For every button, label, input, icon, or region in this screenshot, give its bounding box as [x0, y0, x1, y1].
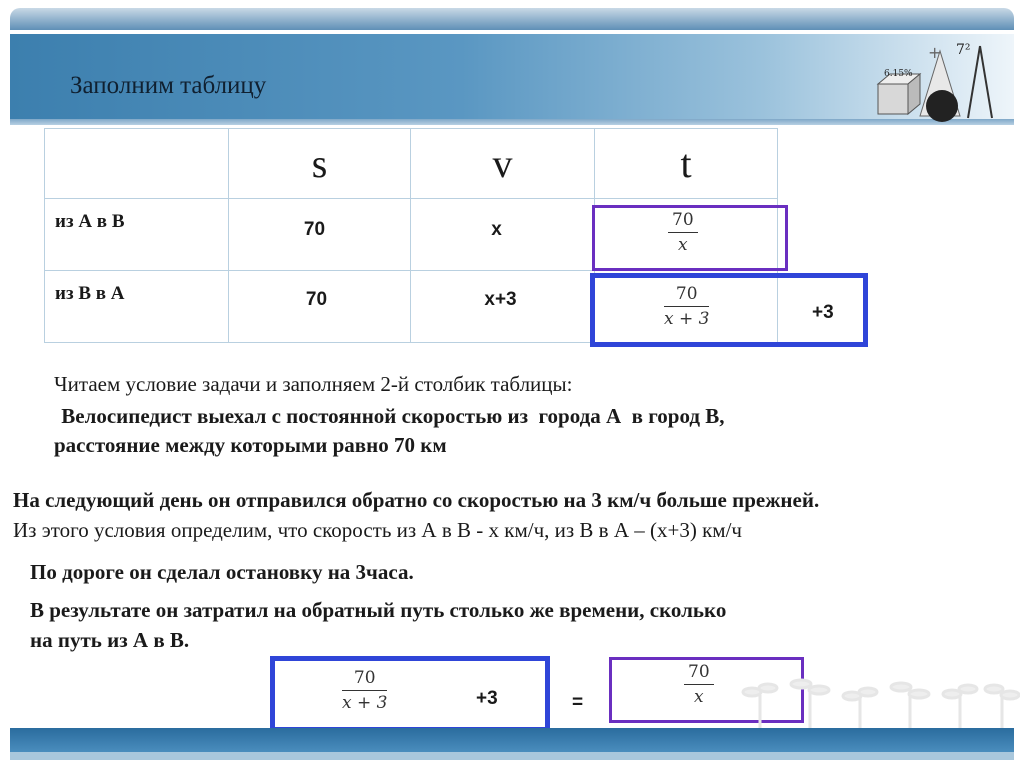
intro-line-2: Велосипедист выехал с постоянной скоростью из города А в город В, — [56, 404, 725, 428]
equals-sign: = — [572, 692, 584, 713]
time-a-to-b-denominator: x — [678, 235, 688, 255]
table-corner-cell — [45, 129, 229, 199]
header-underline — [10, 119, 1014, 125]
time-a-to-b-fraction — [668, 210, 698, 255]
cell-s-b-to-a — [229, 271, 411, 343]
time-b-to-a-numerator: 70 — [675, 284, 698, 304]
cell-v-a-to-b — [411, 199, 595, 271]
sprouts-decoration-icon — [740, 670, 1020, 730]
header-v: v — [411, 129, 595, 199]
svg-text:6.15%: 6.15% — [884, 69, 913, 79]
equation-left-denominator: x + 3 — [342, 693, 388, 713]
geometry-logo-icon — [870, 36, 1000, 126]
stop-line: По дороге он сделал остановку на 3часа. — [30, 560, 414, 584]
equation-left-box — [270, 656, 550, 732]
time-b-to-a-denominator: x + 3 — [664, 309, 710, 329]
condition-line-1: На следующий день он отправился обратно со скоростью на 3 км/ч больше прежней. — [13, 488, 820, 512]
equation-left-numerator: 70 — [353, 668, 376, 688]
cell-v-b-to-a-value: х+3 — [484, 289, 517, 310]
cell-s-a-to-b — [229, 199, 411, 271]
equation-right-fraction — [684, 662, 714, 707]
equation-right-denominator: x — [694, 687, 704, 707]
time-a-to-b-numerator: 70 — [672, 210, 694, 230]
footer-bar — [10, 728, 1014, 752]
intro-line-3: расстояние между которыми равно 70 км — [54, 433, 447, 457]
time-b-to-a-fraction — [664, 284, 709, 329]
svg-text:7²: 7² — [956, 42, 971, 58]
cell-s-b-to-a-value: 70 — [305, 289, 328, 310]
intro-line-1: Читаем условие задачи и заполняем 2-й столбик таблицы: — [54, 372, 573, 396]
result-line-1: В результате он затратил на обратный путь столько же времени, сколько — [30, 598, 727, 622]
row-label-a-to-b: из А в В — [45, 199, 229, 271]
condition-line-2: Из этого условия определим, что скорость из А в В - х км/ч, из В в А – (х+3) км/ч — [13, 518, 742, 542]
top-strip — [10, 8, 1014, 30]
header-t: t — [595, 129, 778, 199]
equation-left-fraction — [342, 668, 387, 713]
footer-underline — [10, 752, 1014, 760]
slide-title: Заполним таблицу — [70, 72, 267, 99]
cell-v-b-to-a — [411, 271, 595, 343]
svg-text:+: + — [928, 43, 942, 62]
cell-v-a-to-b-value: х — [491, 219, 502, 240]
stop-time-plus3: +3 — [812, 302, 834, 323]
equation-right-numerator: 70 — [688, 662, 710, 682]
cell-s-a-to-b-value: 70 — [303, 219, 326, 240]
result-line-2: на путь из А в В. — [30, 628, 190, 652]
row-label-b-to-a: из В в А — [45, 271, 229, 343]
equation-plus3: +3 — [476, 688, 498, 709]
header-s: s — [229, 129, 411, 199]
